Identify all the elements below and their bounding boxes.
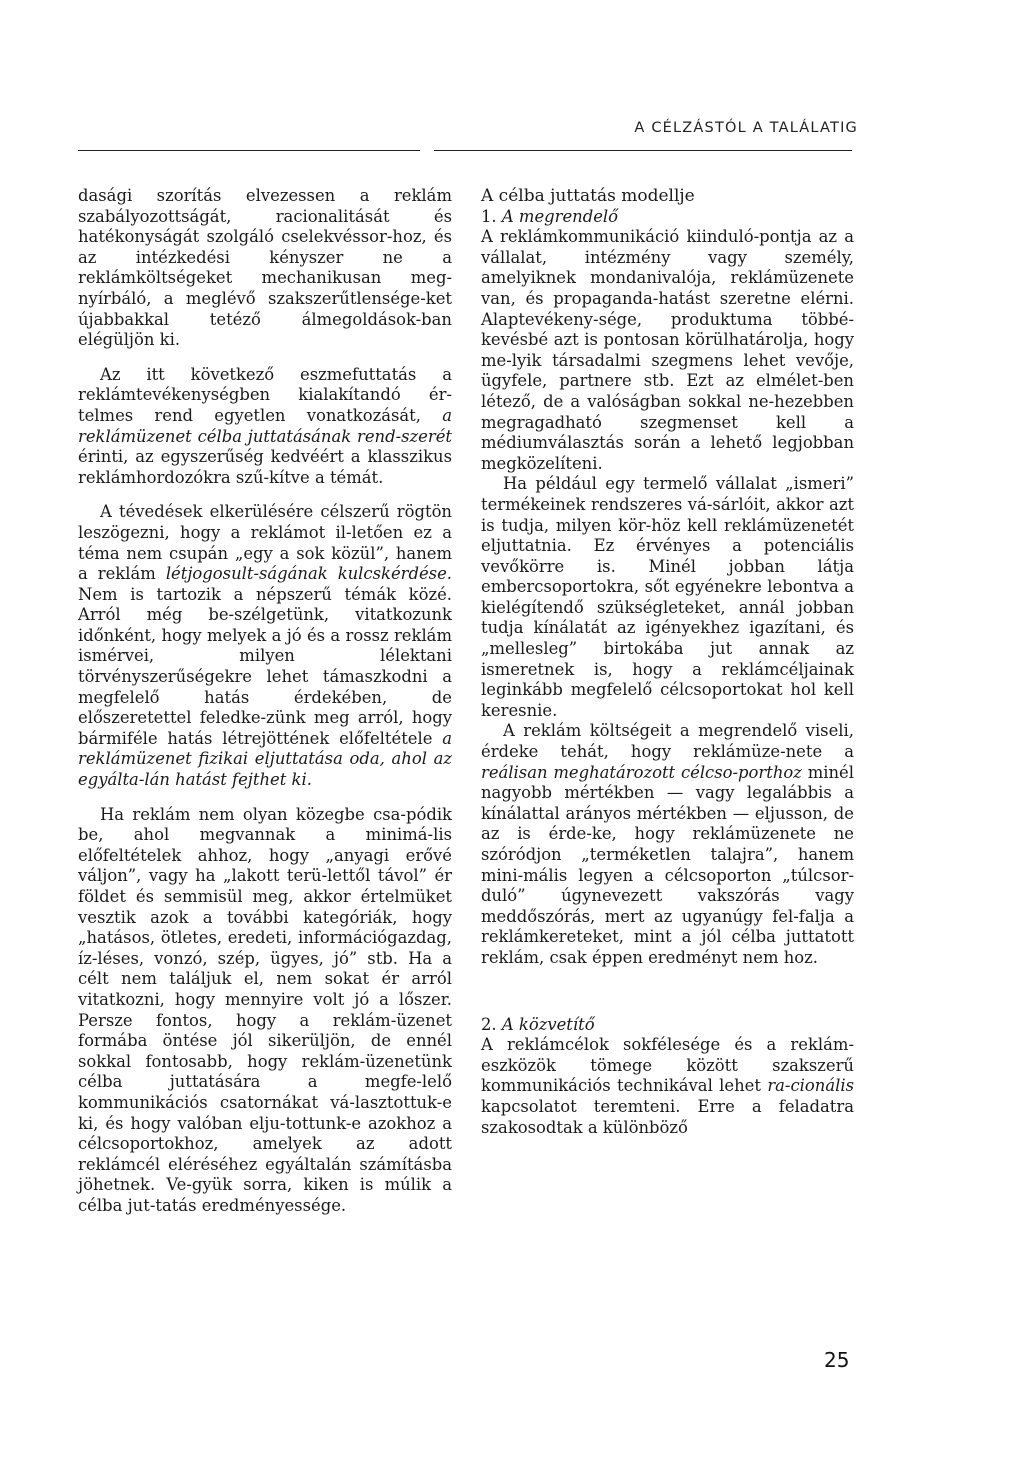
emphasis: a reklámüzenet fizikai eljuttatása oda, ahol az egyálta-lán hatást fejthet ki.	[78, 728, 452, 790]
emphasis: létjogosult-ságának kulcskérdése.	[165, 564, 452, 584]
page-number: 25	[824, 1348, 850, 1372]
paragraph: dasági szorítás elvezessen a reklám szabályozottságát, racionalitását és hatékonyságát szolgáló cselekvéssor-hoz, és az intézkedési kényszer ne a reklámköltségeket mechanikusan meg-nyírbáló, a meglévő szakszerűtlensége-ket újabbakkal tetéző álmegoldások-ban elégüljön ki.	[78, 186, 452, 350]
text-run: Nem is tartozik a népszerű témák közé. Arról még be-szélgetünk, vitatkozunk időnként, hogy melyek a jó és a rossz reklám ismérvei, milyen lélektani törvényszerűségekre lehet támaszkodni a megfelelő hatás érdekében, de előszeretettel feledke-zünk meg arról, hogy bármiféle hatás létrejöttének előfeltétele	[78, 584, 452, 748]
paragraph	[78, 365, 452, 489]
subsection-number: 1.	[481, 206, 497, 226]
emphasis: ra-cionális	[767, 1076, 854, 1096]
text-run: A reklám költségeit a megrendelő viseli, érdeke tehát, hogy reklámüze-nete a	[481, 721, 854, 762]
emphasis: a reklámüzenet célba juttatásának rend-szerét	[78, 405, 452, 446]
subsection-number: 2.	[481, 1014, 497, 1034]
emphasis: reálisan meghatározott célcso-porthoz	[481, 762, 802, 782]
paragraph: Ha reklám nem olyan közegbe csa-pódik be, ahol megvannak a minimá-lis előfeltételek ahhoz, hogy „anyagi erővé váljon”, vagy ha „lakott terü-lettől távol” ér földet és semmisül meg, akkor értelmüket vesztik azok a további kategóriák, hogy „hatásos, ötletes, eredeti, információgazdag, íz-léses, vonzó, szép, ügyes, jó” stb. Ha a célt nem találjuk el, nem sokat ér arról vitatkozni, hogy mennyire volt jó a lőszer. Persze fontos, hogy a reklám-üzenet formába öntése jól sikerüljön, de ennél sokkal fontosabb, hogy reklám-üzenetünk célba juttatására a megfe-lelő kommunikációs csatornákat vá-lasztottuk-e ki, és hogy valóban elju-tottunk-e azokhoz a célcsoportokhoz, amelyek az adott reklámcél eléréséhez egyáltalán számításba jöhetnek. Ve-gyük sorra, kiken is múlik a célba jut-tatás eredményessége.	[78, 804, 452, 1215]
paragraph: A reklámkommunikáció kiinduló-pontja az a vállalat, intézmény vagy személy, amelyiknek mondanivalója, reklámüzenete van, és propaganda-hatást szeretne elérni. Alaptevékeny-sége, produktuma többé-kevésbé azt is pontosan körülhatárolja, hogy me-lyik társadalmi szegmens lehet vevője, ügyfele, partnere stb. Ezt az elmélet-ben létező, de a valóságban sokkal ne-hezebben megragadható szegmenset kell a médiumválasztás során a lehető legjobban megközelíteni.	[481, 227, 854, 473]
text-run: A reklámcélok sokfélesége és a reklám-eszközök tömege között szakszerű kommunikációs technikával lehet	[481, 1035, 854, 1096]
text-run: érinti, az egyszerűség kedvéért a klasszikus reklámhordozókra szű-kítve a témát.	[78, 447, 452, 487]
paragraph	[481, 1035, 854, 1138]
paragraph	[78, 502, 452, 790]
header-rule	[78, 150, 852, 151]
paragraph	[481, 721, 854, 968]
text-run: minél nagyobb mértékben — vagy legalábbis a kínálattal arányos mértékben — eljusson, de az is érde-ke, hogy reklámüzenete ne szóródjon „terméketlen talajra”, hanem mini-mális legyen a célcsoporton „túlcsor-duló” úgynevezett vakszórás vagy meddőszórás, mert az ugyanúgy fel-falja a reklámkereteket, mint a jól célba juttatott reklám, csak éppen eredményt nem hoz.	[481, 762, 854, 967]
subsection-title: A közvetítő	[501, 1014, 595, 1034]
text-run: kapcsolatot teremteni. Erre a feladatra szakosodtak a különböző	[481, 1096, 854, 1137]
section-heading: A célba juttatás modellje	[481, 186, 695, 206]
text-run: Az itt következő eszmefuttatás a reklámtevékenységben kialakítandó ér-telmes rend egyetlen vonatkozását,	[78, 364, 452, 425]
subsection-heading	[481, 1015, 854, 1036]
text-run: A tévedések elkerülésére célszerű rögtön leszögezni, hogy a reklámot il-letően ez a téma nem csupán „egy a sok közül”, hanem a reklám	[78, 502, 452, 584]
header-rule-break	[420, 147, 434, 153]
subsection-heading	[481, 207, 854, 228]
left-column	[78, 186, 452, 1217]
right-column	[481, 186, 854, 1138]
paragraph: Ha például egy termelő vállalat „ismeri” termékeinek rendszeres vá-sárlóit, akkor azt is tudja, milyen kör-höz kell reklámüzenetét eljuttatnia. Ez érvényes a potenciális vevőkörre is. Minél jobban látja embercsoportokra, sőt egyénekre lebontva a kielégítendő szükségleteket, annál jobban tudja kínálatát az igényekhez igazítani, és „mellesleg” birtokába jut annak az ismeretnek is, hogy a reklámcéljainak leginkább megfelelő célcsoportokat hol kell keresnie.	[481, 474, 854, 720]
subsection-title: A megrendelő	[501, 206, 619, 226]
running-title: A CÉLZÁSTÓL A TALÁLATIG	[634, 120, 858, 136]
